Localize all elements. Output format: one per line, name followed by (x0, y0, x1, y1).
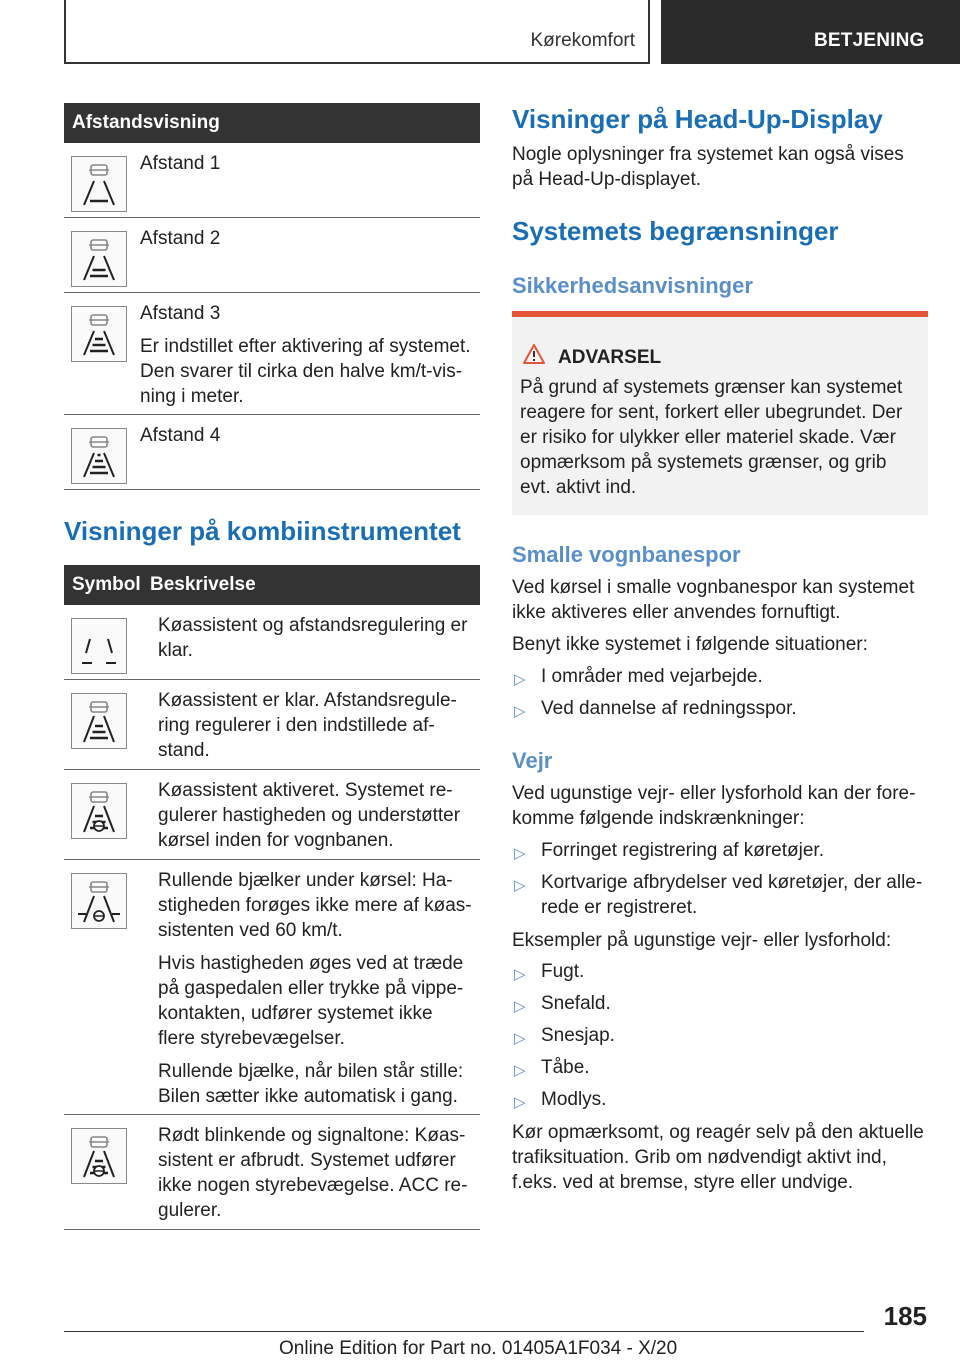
list-item (512, 1023, 928, 1048)
table-header (64, 103, 480, 143)
weather-title: Vejr (512, 748, 553, 773)
warning-box (512, 311, 928, 515)
warning-label: ADVARSEL (558, 347, 662, 368)
row-paragraph: Køassistent er klar. Afstandsregule- ring regulerer i den indstillede af- stand. (158, 690, 457, 761)
list-item-text: I områder med vejarbejde. (541, 666, 763, 687)
warning-triangle-icon (522, 343, 546, 365)
distance-2-icon (71, 231, 127, 287)
distance-3-icon (71, 306, 127, 362)
row-paragraph: Afstand 1 (140, 153, 221, 174)
row-description (158, 613, 474, 679)
narrow-lanes-list (512, 664, 928, 728)
row-paragraph: Afstand 3 (140, 303, 221, 324)
row-paragraph: Rullende bjælke, når bilen står stille: Bilen sætter ikke automatisk i gang. (158, 1061, 464, 1107)
row-paragraph: Rullende bjælker under kørsel: Ha- stigheden forøges ikke mere af køas- sistenten ved 60 km/t. (158, 870, 472, 941)
weather-text: Ved ugunstige vejr- eller lysforhold kan der fore- komme følgende indskrænkninger: (512, 783, 916, 829)
list-item (512, 991, 928, 1016)
row-description (158, 688, 474, 769)
narrow-lanes-title: Smalle vognbanespor (512, 542, 741, 567)
column-header-description: Beskrivelse (150, 574, 256, 595)
narrow-lanes-text: Ved kørsel i smalle vognbanespor kan systemet ikke aktiveres eller anvendes fornuftigt. (512, 577, 915, 623)
distance-4-icon (71, 428, 127, 484)
row-paragraph: Er indstillet efter aktivering af systemet. Den svarer til cirka den halve km/t-vis- ning i meter. (140, 336, 471, 407)
bullet-triangle-icon: ▷ (514, 1094, 526, 1111)
list-item (512, 838, 928, 863)
hud-text: Nogle oplysninger fra systemet kan også vises på Head-Up-displayet. (512, 144, 904, 190)
table-row (64, 293, 480, 415)
distance-1-icon (71, 156, 127, 212)
examples-list (512, 959, 928, 1119)
narrow-lanes-text-2: Benyt ikke systemet i følgende situationer: (512, 634, 868, 655)
table-row (64, 415, 480, 490)
chapter-title: Kørekomfort (530, 30, 635, 51)
list-item-text: Ved dannelse af redningsspor. (541, 698, 797, 719)
examples-text: Eksempler på ugunstige vejr- eller lysforhold: (512, 930, 892, 951)
list-item-text: Snefald. (541, 993, 611, 1014)
section-tab (661, 0, 960, 64)
table-row (64, 218, 480, 293)
page-number: 185 (883, 1301, 927, 1331)
table-row (64, 680, 480, 770)
rolling-bars-icon (71, 873, 127, 929)
row-description (140, 423, 220, 489)
bullet-triangle-icon: ▷ (514, 966, 526, 983)
limits-title: Systemets begrænsninger (512, 216, 839, 246)
list-item (512, 1055, 928, 1080)
queue-assist-active-icon (71, 783, 127, 839)
list-item-text: Snesjap. (541, 1025, 615, 1046)
row-paragraph: Hvis hastigheden øges ved at træde på gaspedalen eller trykke på vippe- kontakten, udfører systemet ikke flere styrebevægelser. (158, 953, 464, 1049)
symbol-table (64, 565, 480, 1230)
queue-assist-interrupted-icon (71, 1128, 127, 1184)
table-header (64, 565, 480, 605)
footer-divider (64, 1331, 864, 1332)
list-item-text: Tåbe. (541, 1057, 590, 1078)
row-paragraph: Afstand 4 (140, 425, 221, 446)
table-row (64, 770, 480, 860)
list-item-text: Kortvarige afbrydelser ved køretøjer, der alle- rede er registreret. (541, 872, 923, 918)
table-row (64, 143, 480, 218)
list-item (512, 959, 928, 984)
row-description (140, 151, 220, 217)
section-title-kombi: Visninger på kombiinstrumentet (64, 516, 461, 546)
row-description (140, 301, 480, 414)
bullet-triangle-icon: ▷ (514, 1062, 526, 1079)
table-row (64, 860, 480, 1115)
footer-edition: Online Edition for Part no. 01405A1F034 - X/20 (279, 1338, 678, 1359)
bullet-triangle-icon: ▷ (514, 1030, 526, 1047)
list-item-text: Forringet registrering af køretøjer. (541, 840, 824, 861)
weather-list (512, 838, 928, 927)
row-description (158, 1123, 474, 1229)
list-item-text: Fugt. (541, 961, 585, 982)
closing-text: Kør opmærksomt, og reagér selv på den aktuelle trafiksituation. Grib om nødvendigt aktivt ind, f.eks. ved at bremse, styre eller undvige. (512, 1122, 924, 1193)
list-item (512, 870, 928, 920)
bullet-triangle-icon: ▷ (514, 998, 526, 1015)
list-item (512, 664, 928, 689)
bullet-triangle-icon: ▷ (514, 845, 526, 862)
table-row (64, 1115, 480, 1230)
row-description (140, 226, 220, 292)
row-description (158, 868, 474, 1114)
distance-display-table (64, 103, 480, 490)
list-item (512, 1087, 928, 1112)
list-item (512, 696, 928, 721)
table-header-label: Afstandsvisning (72, 112, 220, 133)
list-item-text: Modlys. (541, 1089, 607, 1110)
safety-title: Sikkerhedsanvisninger (512, 273, 753, 298)
row-paragraph: Køassistent aktiveret. Systemet re- gulerer hastigheden og understøtter kørsel inden for vognbanen. (158, 780, 461, 851)
row-description (158, 778, 474, 859)
bullet-triangle-icon: ▷ (514, 877, 526, 894)
hud-title: Visninger på Head-Up-Display (512, 104, 883, 134)
queue-assist-distance-icon (71, 693, 127, 749)
bullet-triangle-icon: ▷ (514, 671, 526, 688)
warning-text: På grund af systemets grænser kan systemet reagere for sent, forkert eller ubegrundet. Der er risiko for ulykker eller materiel skade. Vær opmærksom på systemets grænser, og grib evt. aktivt ind. (520, 377, 903, 498)
section-title: BETJENING (814, 30, 925, 51)
row-paragraph: Køassistent og afstandsregulering er klar. (158, 615, 468, 661)
table-row (64, 605, 480, 680)
queue-assist-ready-icon (71, 618, 127, 674)
column-header-symbol: Symbol (72, 574, 141, 595)
row-paragraph: Rødt blinkende og signaltone: Køas- sistent er afbrudt. Systemet udfører ikke nogen styrebevægelse. ACC re- gulerer. (158, 1125, 468, 1221)
page-header (0, 0, 960, 66)
row-paragraph: Afstand 2 (140, 228, 221, 249)
bullet-triangle-icon: ▷ (514, 703, 526, 720)
